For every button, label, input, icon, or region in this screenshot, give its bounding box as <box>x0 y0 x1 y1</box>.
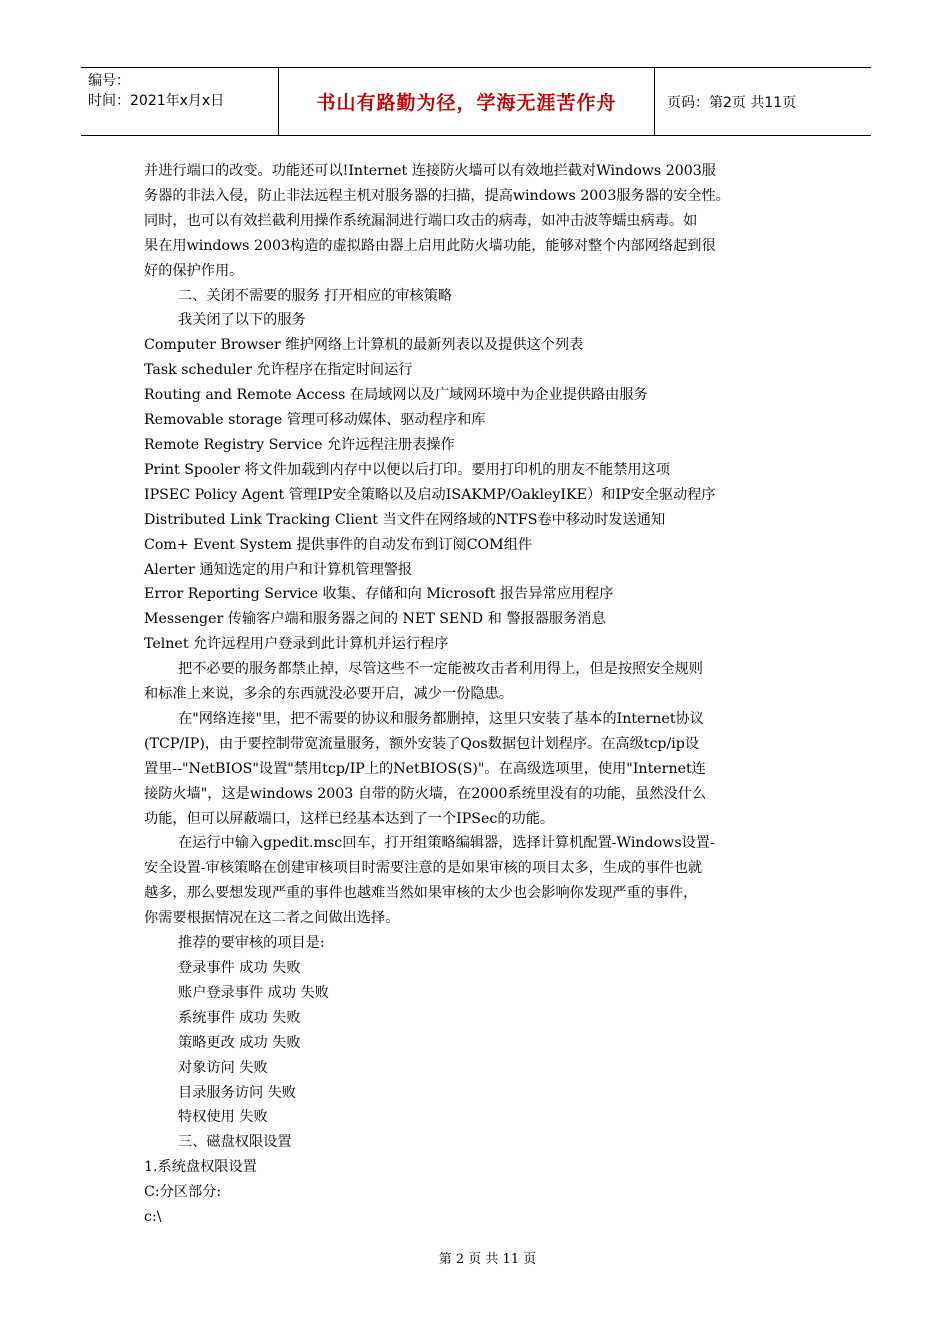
body-line: 把不必要的服务都禁止掉，尽管这些不一定能被攻击者利用得上，但是按照安全规则 <box>178 661 703 678</box>
document-header <box>81 67 871 136</box>
body-line: 好的保护作用。 <box>144 262 244 279</box>
body-line: 并进行端口的改变。功能还可以!Internet 连接防火墙可以有效地拦截对Windows 2003服 <box>144 163 716 179</box>
body-line: 安全设置-审核策略在创建审核项目时需要注意的是如果审核的项目太多，生成的事件也就 <box>144 860 703 877</box>
service-item: Telnet 允许远程用户登录到此计算机并运行程序 <box>144 636 449 653</box>
service-item: Error Reporting Service 收集、存储和向 Microsoft 报告异常应用程序 <box>144 586 614 603</box>
service-item: Distributed Link Tracking Client 当文件在网络域的NTFS卷中移动时发送通知 <box>144 511 666 528</box>
body-line: 在"网络连接"里，把不需要的协议和服务都删掉，这里只安装了基本的Internet协议 <box>178 710 704 727</box>
header-motto-cell <box>278 68 655 135</box>
section-heading: 三、磁盘权限设置 <box>178 1134 292 1151</box>
body-line: 果在用windows 2003构造的虚拟路由器上启用此防火墙功能，能够对整个内部网络起到很 <box>144 237 716 254</box>
body-line: 你需要根据情况在这二者之间做出选择。 <box>144 910 400 927</box>
header-page-number: 页码：第2页 共11页 <box>667 94 797 111</box>
body-line: 在运行中输入gpedit.msc回车，打开组策略编辑器，选择计算机配置-Windows设置- <box>178 835 715 852</box>
audit-item: 对象访问 失败 <box>178 1059 268 1076</box>
body-line: 越多，那么要想发现严重的事件也越难当然如果审核的太少也会影响你发现严重的事件， <box>144 885 698 902</box>
service-item: Removable storage 管理可移动媒体、驱动程序和库 <box>144 412 486 429</box>
audit-item: 账户登录事件 成功 失败 <box>178 984 329 1001</box>
audit-item: 系统事件 成功 失败 <box>178 1009 301 1026</box>
document-number-label: 编号： <box>88 73 130 89</box>
service-item: Task scheduler 允许程序在指定时间运行 <box>144 362 413 379</box>
audit-item: 登录事件 成功 失败 <box>178 960 301 976</box>
audit-item: 策略更改 成功 失败 <box>178 1034 301 1051</box>
body-line: 接防火墙"，这是windows 2003 自带的防火墙，在2000系统里没有的功能，虽然没什么 <box>144 785 707 802</box>
body-line: 同时，也可以有效拦截利用操作系统漏洞进行端口攻击的病毒，如冲击波等蠕虫病毒。如 <box>144 212 698 229</box>
body-line: 推荐的要审核的项目是: <box>178 935 325 952</box>
body-line: 我关闭了以下的服务 <box>178 312 306 329</box>
header-page-cell <box>655 68 871 135</box>
service-item: Alerter 通知选定的用户和计算机管理警报 <box>144 561 413 578</box>
body-line: 功能，但可以屏蔽端口，这样已经基本达到了一个IPSec的功能。 <box>144 810 555 827</box>
service-item: Print Spooler 将文件加载到内存中以便以后打印。要用打印机的朋友不能禁用这项 <box>144 461 670 478</box>
header-meta <box>81 68 278 135</box>
service-item: IPSEC Policy Agent 管理IP安全策略以及启动ISAKMP/OakleyIKE）和IP安全驱动程序 <box>144 486 716 503</box>
body-line: (TCP/IP)，由于要控制带宽流量服务，额外安装了Qos数据包计划程序。在高级tcp/ip设 <box>144 735 700 752</box>
body-line: c:\ <box>144 1209 162 1226</box>
audit-item: 特权使用 失败 <box>178 1109 268 1126</box>
body-line: C:分区部分: <box>144 1184 222 1201</box>
service-item: Routing and Remote Access 在局域网以及广域网环境中为企业提供路由服务 <box>144 387 648 404</box>
section-heading: 二、关闭不需要的服务 打开相应的审核策略 <box>178 287 453 304</box>
body-line: 1.系统盘权限设置 <box>144 1159 257 1176</box>
document-date: 时间：2021年x月x日 <box>88 93 225 109</box>
service-item: Messenger 传输客户端和服务器之间的 NET SEND 和 警报器服务消息 <box>144 611 606 628</box>
header-motto: 书山有路勤为径，学海无涯苦作舟 <box>316 92 617 114</box>
body-line: 和标准上来说，多余的东西就没必要开启，减少一份隐患。 <box>144 686 513 703</box>
page-footer: 第 2 页 共 11 页 <box>438 1252 537 1267</box>
service-item: Com+ Event System 提供事件的自动发布到订阅COM组件 <box>144 536 533 553</box>
audit-item: 目录服务访问 失败 <box>178 1084 297 1101</box>
document-body <box>144 159 809 1230</box>
body-line: 置里--"NetBIOS"设置"禁用tcp/IP上的NetBIOS(S)"。在高级选项里，使用"Internet连 <box>144 760 706 777</box>
service-item: Remote Registry Service 允许远程注册表操作 <box>144 436 455 453</box>
body-line: 务器的非法入侵，防止非法远程主机对服务器的扫描，提高windows 2003服务器的安全性。 <box>144 187 730 204</box>
service-item: Computer Browser 维护网络上计算机的最新列表以及提供这个列表 <box>144 337 584 354</box>
